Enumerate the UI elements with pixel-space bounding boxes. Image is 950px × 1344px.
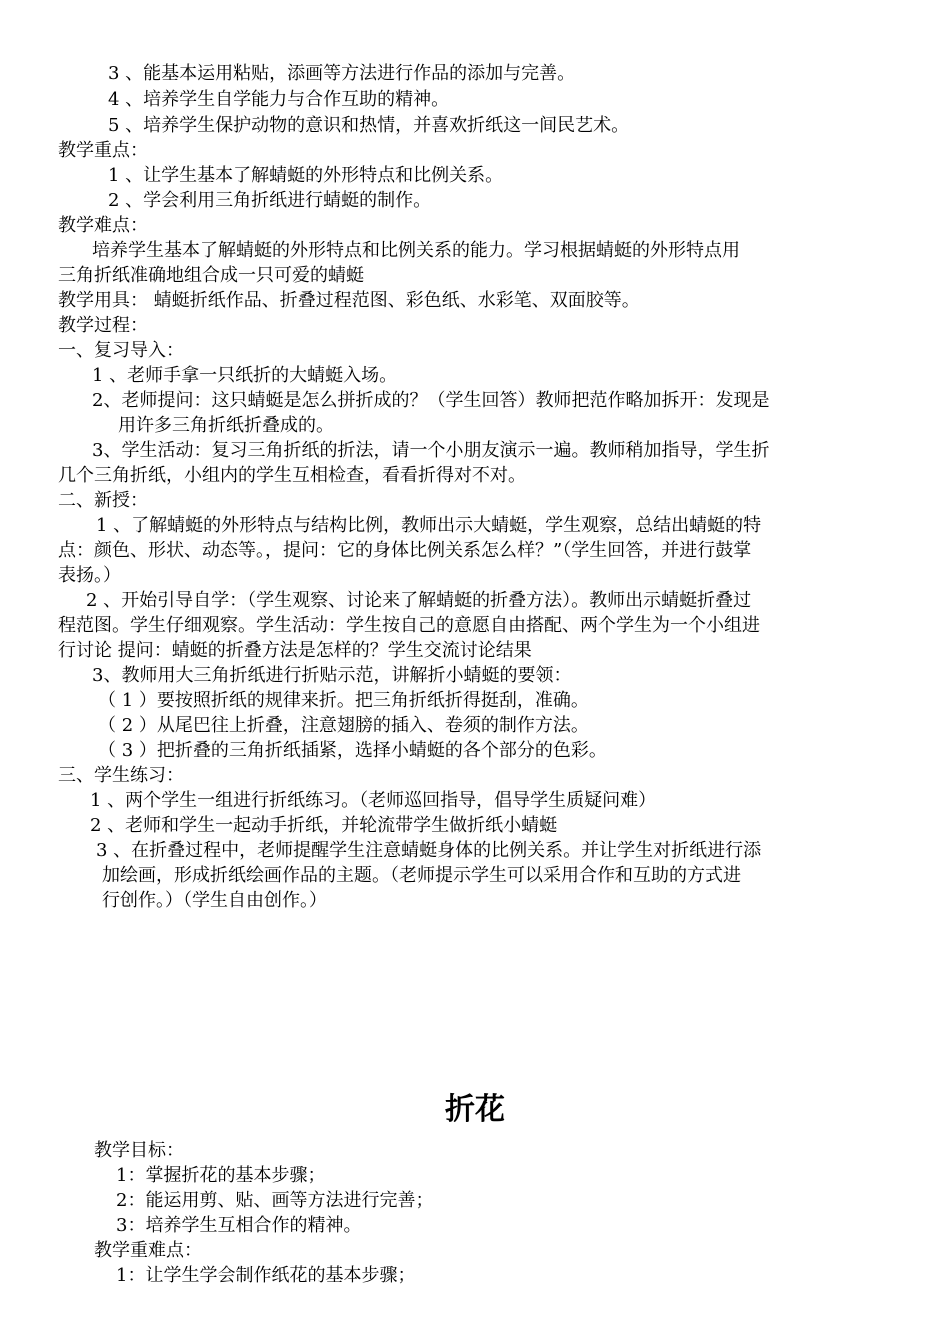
review-item-2-line-1: 2、老师提问：这只蜻蜓是怎么拼折成的？（学生回答）教师把范作略加拆开：发现是 [92,390,770,411]
new-item-2-line-1: 2 、开始引导自学：（学生观察、讨论来了解蜻蜓的折叠方法）。教师出示蜻蜓折叠过 [86,590,752,611]
new-item-1-line-2: 点：颜色、形状、动态等。，提问：它的身体比例关系怎么样？”（学生回答，并进行鼓掌 [58,540,752,561]
goal-item-4: 4 、培养学生自学能力与合作互助的精神。 [108,89,450,110]
difficult-points-line-2: 三角折纸准确地组合成一只可爱的蜻蜓 [58,265,364,286]
key-point-1: 1 、让学生基本了解蜻蜓的外形特点和比例关系。 [108,165,504,186]
new-item-3-sub-1: （ 1 ）要按照折纸的规律来折。把三角折纸折得挺刮，准确。 [98,690,589,711]
lesson2-goal-2: 2：能运用剪、贴、画等方法进行完善； [116,1190,434,1211]
review-item-1: 1 、老师手拿一只纸折的大蜻蜓入场。 [92,365,398,386]
new-item-3: 3、教师用大三角折纸进行折贴示范，讲解折小蜻蜓的要领： [92,665,572,686]
lesson2-key-1: 1：让学生学会制作纸花的基本步骤； [116,1265,416,1286]
new-item-1-line-1: 1 、了解蜻蜓的外形特点与结构比例，教师出示大蜻蜓，学生观察，总结出蜻蜓的特 [96,515,762,536]
key-point-2: 2 、学会利用三角折纸进行蜻蜓的制作。 [108,190,432,211]
goal-item-5: 5 、培养学生保护动物的意识和热情，并喜欢折纸这一间民艺术。 [108,115,630,136]
lesson2-goal-3: 3：培养学生互相合作的精神。 [116,1215,362,1236]
teaching-tools: 教学用具： 蜻蜓折纸作品、折叠过程范图、彩色纸、水彩笔、双面胶等。 [58,290,640,311]
review-item-2-line-2: 用许多三角折纸折叠成的。 [118,415,334,436]
new-item-2-line-3: 行讨论 提问：蜻蜓的折叠方法是怎样的？学生交流讨论结果 [58,640,532,661]
new-item-2-line-2: 程范图。学生仔细观察。学生活动：学生按自己的意愿自由搭配、两个学生为一个小组进 [58,615,760,636]
practice-item-3-line-2: 加绘画，形成折纸绘画作品的主题。（老师提示学生可以采用合作和互助的方式进 [102,865,741,886]
difficult-points-line-1: 培养学生基本了解蜻蜓的外形特点和比例关系的能力。学习根据蜻蜓的外形特点用 [92,240,740,261]
review-heading: 一、复习导入： [58,340,184,361]
lesson-title: 折花 [445,1092,505,1127]
process-heading: 教学过程： [58,315,148,336]
new-item-1-line-3: 表扬。） [58,565,121,586]
difficult-points-heading: 教学难点： [58,215,148,236]
review-item-3-line-2: 几个三角折纸，小组内的学生互相检查，看看折得对不对。 [58,465,526,486]
practice-item-3-line-3: 行创作。）（学生自由创作。） [102,890,327,911]
new-item-3-sub-3: （ 3 ）把折叠的三角折纸插紧，选择小蜻蜓的各个部分的色彩。 [98,740,607,761]
review-item-3-line-1: 3、学生活动：复习三角折纸的折法，请一个小朋友演示一遍。教师稍加指导，学生折 [92,440,770,461]
practice-item-2: 2 、老师和学生一起动手折纸，并轮流带学生做折纸小蜻蜓 [90,815,558,836]
lesson2-goal-heading: 教学目标： [94,1140,184,1161]
practice-item-3-line-1: 3 、在折叠过程中，老师提醒学生注意蜻蜓身体的比例关系。并让学生对折纸进行添 [96,840,762,861]
new-lesson-heading: 二、新授： [58,490,148,511]
new-item-3-sub-2: （ 2 ）从尾巴往上折叠，注意翅膀的插入、卷须的制作方法。 [98,715,589,736]
lesson2-goal-1: 1：掌握折花的基本步骤； [116,1165,326,1186]
key-points-heading: 教学重点： [58,140,148,161]
lesson2-key-heading: 教学重难点： [94,1240,202,1261]
practice-heading: 三、学生练习： [58,765,184,786]
practice-item-1: 1 、两个学生一组进行折纸练习。（老师巡回指导，倡导学生质疑问难） [90,790,657,811]
goal-item-3: 3 、能基本运用粘贴，添画等方法进行作品的添加与完善。 [108,63,576,84]
